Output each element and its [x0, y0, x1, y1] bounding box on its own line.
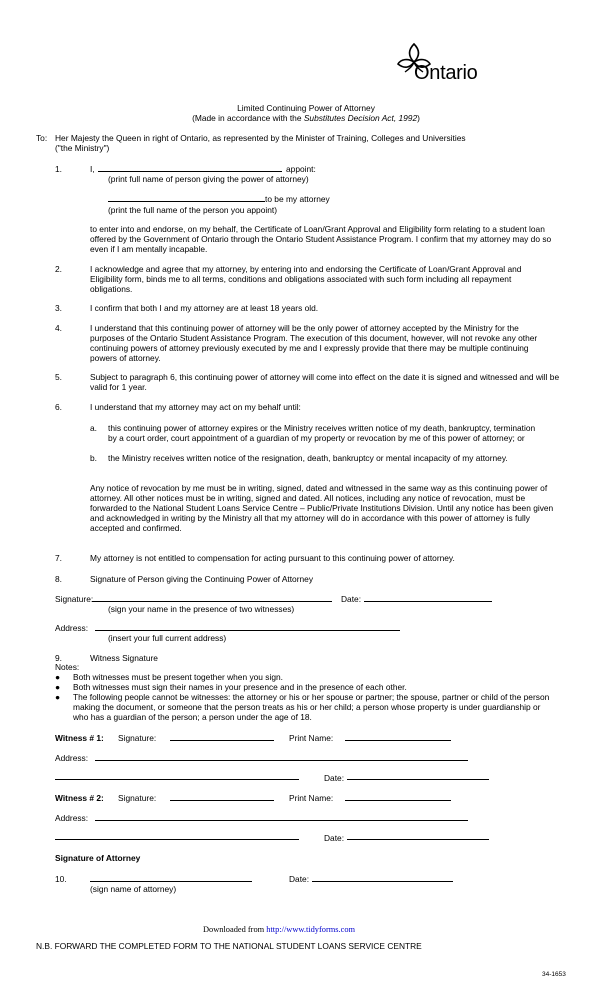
- witness-2-print-name-field[interactable]: [345, 800, 451, 801]
- download-link[interactable]: http://www.tidyforms.com: [266, 925, 356, 934]
- to-text-ministry: ("the Ministry"): [55, 143, 110, 153]
- witness-note: Both witnesses must sign their names in your presence and in the presence of each other.: [73, 682, 407, 692]
- item-6-number: 6.: [55, 402, 62, 412]
- form-code: 34-1653: [542, 971, 566, 978]
- item-6a-text: this continuing power of attorney expires or the Ministry receives written notice of my death, bankruptcy, termination by a court order, court appointment of a guardian of my property or revocation by me of this power of attorney; or: [108, 423, 536, 443]
- address-hint: (insert your full current address): [108, 633, 227, 643]
- download-note: Downloaded from http://www.tidyforms.com: [203, 925, 356, 934]
- item-1-body: to enter into and endorse, on my behalf, the Certificate of Loan/Grant Approval and Eligibility form relating to a student loan offered by the Government of Ontario through the Ontario Student Assistance Program. I confirm that my attorney may do so even if I am mentally incapable.: [90, 224, 552, 254]
- witness-1-print-name-field[interactable]: [345, 740, 451, 741]
- notes-label: Notes:: [55, 662, 80, 672]
- item-3-number: 3.: [55, 303, 62, 313]
- page-title: Limited Continuing Power of Attorney: [237, 103, 375, 113]
- item-5-number: 5.: [55, 372, 62, 382]
- witness-1-address-field[interactable]: [95, 760, 468, 761]
- item-1-prefix: I,: [90, 164, 95, 174]
- witness-1-signature-field[interactable]: [170, 740, 274, 741]
- witness-2-address-label: Address:: [55, 813, 89, 823]
- attorney-date-field[interactable]: [312, 881, 453, 882]
- bullet-icon: ●: [55, 682, 61, 692]
- logo-wordmark: Ontario: [414, 62, 478, 84]
- principal-name-field[interactable]: [98, 171, 282, 172]
- item-1-appoint: appoint:: [286, 164, 316, 174]
- witness-2-address-field[interactable]: [95, 820, 468, 821]
- witness-2-date-label: Date:: [324, 833, 345, 843]
- signature-label: Signature:: [55, 594, 94, 604]
- item-2-number: 2.: [55, 264, 62, 274]
- page-subtitle: (Made in accordance with the Substitutes Decision Act, 1992): [192, 113, 420, 123]
- item-4-text: I understand that this continuing power of attorney will be the only power of attorney accepted by the Ministry for the purposes of the Ontario Student Assistance Program. The execution of this document, however, will not revoke any other continuing powers of attorney previously executed by me and I expressly provide that there may be multiple continuing powers of attorney.: [90, 323, 538, 363]
- item-6b-text: the Ministry receives written notice of the resignation, death, bankruptcy or mental incapacity of my attorney.: [108, 453, 508, 463]
- item-1-attorney-text: to be my attorney: [265, 194, 330, 204]
- witness-1-print-name-label: Print Name:: [289, 733, 334, 743]
- item-4-number: 4.: [55, 323, 62, 333]
- signature-hint: (sign your name in the presence of two witnesses): [108, 604, 295, 614]
- attorney-section-title: Signature of Attorney: [55, 853, 141, 863]
- item-2-text: I acknowledge and agree that my attorney, by entering into and endorsing the Certificate of Loan/Grant Approval and Eligibility form, binds me to all terms, conditions and obligations associated with such form including all repayment obligations.: [90, 264, 522, 294]
- principal-address-field[interactable]: [95, 630, 400, 631]
- signature-date-label: Date:: [341, 594, 362, 604]
- item-7-text: My attorney is not entitled to compensation for acting pursuant to this continuing power of attorney.: [90, 553, 455, 563]
- witness-1-date-field[interactable]: [347, 779, 489, 780]
- bullet-icon: ●: [55, 672, 61, 682]
- witness-2-print-name-label: Print Name:: [289, 793, 334, 803]
- principal-signature-field[interactable]: [92, 601, 332, 602]
- attorney-signature-hint: (sign name of attorney): [90, 884, 177, 894]
- item-9-number: 9.: [55, 653, 62, 663]
- forwarding-instruction: N.B. FORWARD THE COMPLETED FORM TO THE NATIONAL STUDENT LOANS SERVICE CENTRE: [36, 941, 422, 951]
- principal-date-field[interactable]: [364, 601, 492, 602]
- attorney-date-label: Date:: [289, 874, 310, 884]
- witness-2-label: Witness # 2:: [55, 793, 104, 803]
- item-1-number: 1.: [55, 164, 62, 174]
- item-3-text: I confirm that both I and my attorney are at least 18 years old.: [90, 303, 319, 313]
- item-6a-label: a.: [90, 423, 97, 433]
- item-5-text: Subject to paragraph 6, this continuing power of attorney will come into effect on the date it is signed and witnessed and will be valid for 1 year.: [90, 372, 560, 392]
- attorney-name-hint: (print the full name of the person you appoint): [108, 205, 277, 215]
- item-10-number: 10.: [55, 874, 67, 884]
- witness-1-address-label: Address:: [55, 753, 89, 763]
- item-8-number: 8.: [55, 574, 62, 584]
- ontario-logo: [396, 42, 526, 90]
- witness-1-address-field-line-2[interactable]: [55, 779, 299, 780]
- witness-2-address-field-line-2[interactable]: [55, 839, 299, 840]
- witness-note: The following people cannot be witnesses: the attorney or his or her spouse or partner; the spouse, partner or child of the person making the document, or someone that the person treats as his or her child; a person whose property is under guardianship or who has a guardian of the person; a person under the age of 18.: [73, 692, 550, 722]
- item-6b-label: b.: [90, 453, 97, 463]
- principal-name-hint: (print full name of person giving the power of attorney): [108, 174, 309, 184]
- witness-2-signature-label: Signature:: [118, 793, 157, 803]
- attorney-name-field[interactable]: [108, 201, 265, 202]
- to-label: To:: [36, 133, 48, 143]
- witness-section-title: Witness Signature: [90, 653, 158, 663]
- attorney-signature-field[interactable]: [90, 881, 252, 882]
- item-6-notice: Any notice of revocation by me must be in writing, signed, dated and witnessed in the same way as this continuing power of attorney. All other notices must be in writing, signed and dated. All notices, including any notice of revocation, must be forwarded to the National Student Loans Service Centre – Public/Private Institutions Division. Until any notice has been given and acknowledged in writing by the Ministry all that my attorney will do in accordance with this power of attorney is fully accepted and confirmed.: [90, 483, 554, 533]
- to-text: Her Majesty the Queen in right of Ontario, as represented by the Minister of Training, Colleges and Universities: [55, 133, 466, 143]
- witness-2-date-field[interactable]: [347, 839, 489, 840]
- witness-1-label: Witness # 1:: [55, 733, 104, 743]
- item-6-text: I understand that my attorney may act on my behalf until:: [90, 402, 301, 412]
- item-8-text: Signature of Person giving the Continuing Power of Attorney: [90, 574, 314, 584]
- item-7-number: 7.: [55, 553, 62, 563]
- witness-2-signature-field[interactable]: [170, 800, 274, 801]
- bullet-icon: ●: [55, 692, 61, 702]
- witness-1-date-label: Date:: [324, 773, 345, 783]
- witness-1-signature-label: Signature:: [118, 733, 157, 743]
- address-label: Address:: [55, 623, 89, 633]
- witness-note: Both witnesses must be present together when you sign.: [73, 672, 283, 682]
